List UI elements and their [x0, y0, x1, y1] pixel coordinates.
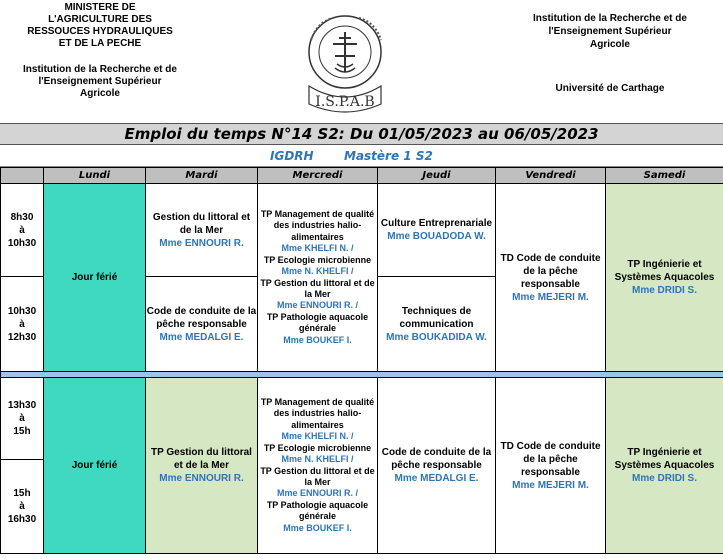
time-slot-2: [1, 277, 44, 372]
teacher-name: Mme BOUKEF I.: [283, 334, 352, 345]
institution-line: Agricole: [589, 39, 630, 50]
program-bar: [0, 145, 723, 167]
ministry-line: ET DE LA PECHE: [58, 38, 142, 49]
course-name: TP Pathologie aquacole générale: [266, 311, 369, 334]
timetable: [0, 167, 723, 554]
course-cell: [146, 378, 258, 554]
time-sep: à: [19, 318, 25, 330]
course-name: TP Ecologie microbienne: [263, 254, 372, 265]
course-name: TP Management de qualité des industries halio-alimentaires: [260, 209, 375, 242]
teacher-name: Mme BOUADODA W.: [387, 231, 486, 242]
course-cell: [146, 184, 258, 277]
teacher-name: Mme BOUKADIDA W.: [386, 331, 487, 343]
holiday-cell: Jour férié: [44, 378, 146, 554]
institution-line: Institution de la Recherche et de: [533, 13, 687, 24]
teacher-name: Mme KHELFI N. /: [281, 431, 354, 442]
time-slot-4: [1, 460, 44, 554]
teacher-name: Mme DRIDI S.: [631, 285, 697, 296]
course-cell-multi: [258, 184, 378, 372]
teacher-name: Mme BOUKEF I.: [283, 522, 352, 533]
time-start: 8h30: [10, 211, 34, 223]
institution-line: l'Enseignement Supérieur: [38, 76, 162, 87]
university-name: Université de Carthage: [555, 83, 665, 94]
logo-text: I.S.P.A.B: [315, 94, 375, 110]
course-cell: [378, 184, 496, 277]
institution-line: Agricole: [79, 88, 120, 99]
course-name: Code de conduite de la pêche responsable: [146, 305, 257, 330]
course-name: TP Gestion du littoral et de la Mer: [260, 277, 375, 299]
program-label: Mastère 1 S2: [344, 149, 433, 163]
time-start: 10h30: [7, 305, 37, 317]
time-sep: à: [19, 224, 25, 236]
time-slot-3: [1, 378, 44, 460]
course-cell: [606, 184, 723, 372]
course-name: Gestion du littoral et de la Mer: [152, 211, 251, 236]
day-header-mercredi: Mercredi: [258, 168, 378, 184]
course-name: TP Gestion du littoral et de la Mer: [151, 447, 252, 471]
time-end: 12h30: [7, 331, 37, 343]
teacher-name: Mme N. KHELFI /: [281, 454, 354, 465]
course-name: TP Ecologie microbienne: [263, 442, 372, 453]
ministry-line: L'AGRICULTURE DES: [48, 14, 152, 25]
level-label: IGDRH: [270, 149, 314, 163]
course-cell: [378, 277, 496, 372]
time-end: 16h30: [7, 514, 37, 525]
course-name: Culture Entreprenariale: [380, 218, 493, 229]
course-cell: [496, 184, 606, 372]
course-name: TD Code de conduite de la pêche responsable: [500, 440, 601, 478]
course-name: TD Code de conduite de la pêche responsable: [500, 252, 601, 290]
time-start: 15h: [13, 488, 31, 499]
teacher-name: Mme MEJERI M.: [512, 291, 589, 303]
ministry-header: [0, 2, 200, 100]
course-name: TP Pathologie aquacole générale: [266, 499, 369, 522]
ispab-logo: [297, 10, 393, 118]
day-header-lundi: Lundi: [44, 168, 146, 184]
time-start: 13h30: [7, 400, 37, 411]
teacher-name: Mme MEJERI M.: [512, 479, 589, 491]
teacher-name: Mme ENNOURI R.: [159, 237, 244, 249]
course-cell: [496, 378, 606, 554]
teacher-name: Mme N. KHELFI /: [281, 266, 354, 277]
time-slot-1: [1, 184, 44, 277]
course-cell: [606, 378, 723, 554]
ministry-line: RESSOUCES HYDRAULIQUES: [27, 26, 173, 37]
holiday-cell: Jour férié: [44, 184, 146, 372]
time-end: 10h30: [7, 237, 37, 249]
course-name: Techniques de communication: [399, 305, 474, 330]
corner-cell: [1, 168, 44, 184]
institution-left: [0, 64, 200, 100]
teacher-name: Mme ENNOURI R.: [159, 473, 244, 484]
course-cell: [378, 378, 496, 554]
teacher-name: Mme MEDALGI E.: [394, 473, 479, 484]
day-header-jeudi: Jeudi: [378, 168, 496, 184]
course-name: TP Ingénierie et Systèmes Aquacoles: [614, 259, 715, 283]
teacher-name: Mme KHELFI N. /: [281, 243, 354, 254]
course-cell-multi: [258, 378, 378, 554]
course-cell: [146, 277, 258, 372]
time-sep: à: [19, 501, 25, 512]
schedule-title: Emploi du temps N°14 S2: Du 01/05/2023 au 06/05/2023: [0, 123, 723, 145]
teacher-name: Mme ENNOURI R. /: [276, 488, 358, 499]
teacher-name: Mme ENNOURI R. /: [276, 300, 358, 311]
day-header-vendredi: Vendredi: [496, 168, 606, 184]
institution-line: l'Enseignement Supérieur: [548, 26, 672, 37]
course-name: TP Management de qualité des industries halio-alimentaires: [260, 397, 375, 430]
teacher-name: Mme MEDALGI E.: [159, 331, 244, 343]
day-header-samedi: Samedi: [606, 168, 723, 184]
time-end: 15h: [13, 426, 31, 437]
time-sep: à: [19, 413, 25, 424]
teacher-name: Mme DRIDI S.: [631, 473, 697, 484]
ministry-line: MINISTERE DE: [64, 2, 136, 13]
course-name: Code de conduite de la pêche responsable: [381, 447, 492, 471]
institution-right: [505, 12, 715, 94]
course-name: TP Gestion du littoral et de la Mer: [260, 465, 375, 487]
institution-line: Institution de la Recherche et de: [23, 64, 177, 75]
day-header-mardi: Mardi: [146, 168, 258, 184]
course-name: TP Ingénierie et Systèmes Aquacoles: [614, 447, 715, 471]
